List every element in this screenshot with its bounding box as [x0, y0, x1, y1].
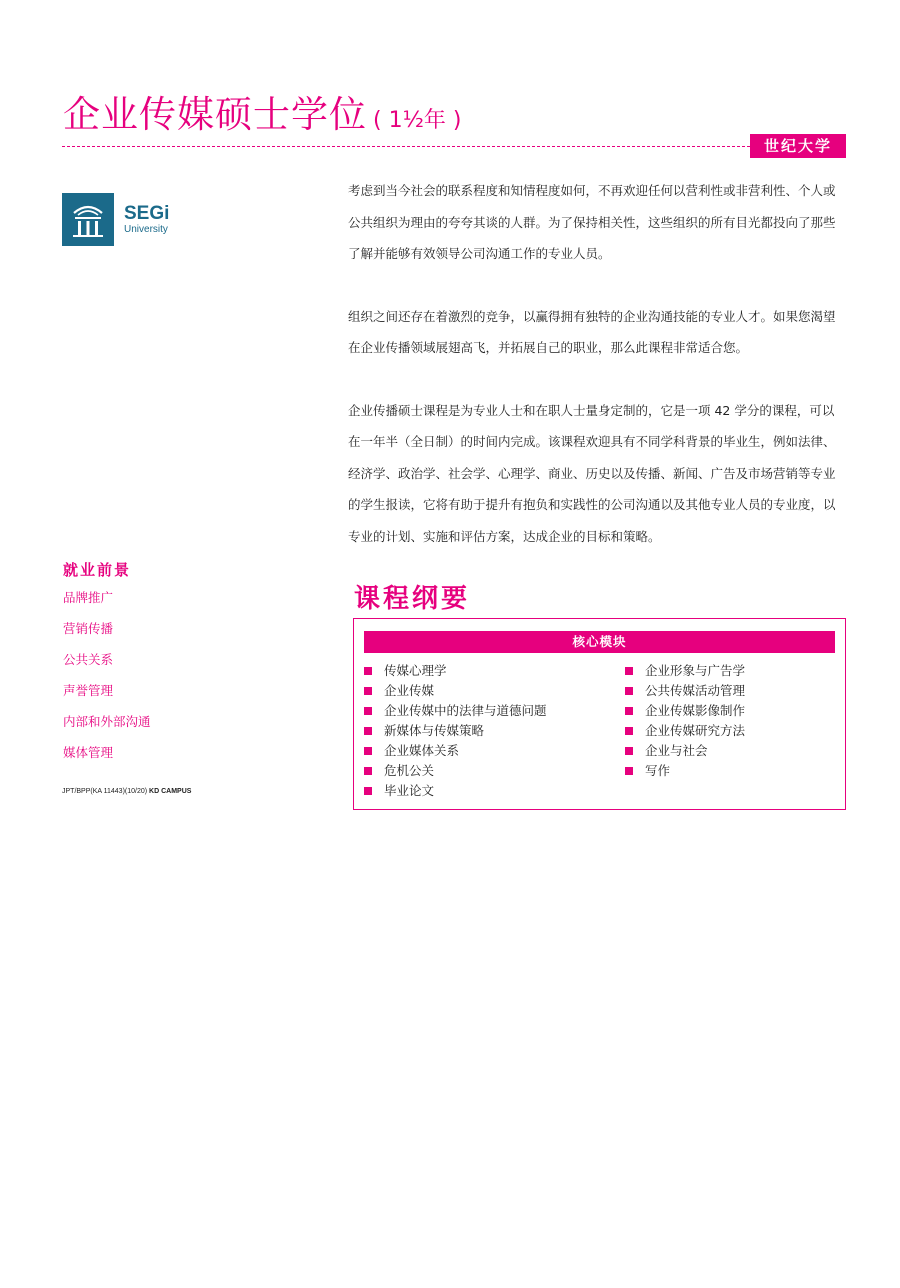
modules-right-column: [625, 661, 745, 781]
module-item: 危机公关: [364, 761, 547, 781]
square-bullet-icon: [364, 707, 372, 715]
header-divider: [62, 146, 750, 147]
module-item: 毕业论文: [364, 781, 547, 801]
module-item: 企业传媒影像制作: [625, 701, 745, 721]
registration-number: JPT/BPP(KA 11443)(10/20): [62, 788, 148, 795]
logo-subtitle: University: [124, 223, 168, 235]
square-bullet-icon: [625, 727, 633, 735]
course-outline-title: 课程纲要: [354, 584, 471, 614]
square-bullet-icon: [364, 767, 372, 775]
career-title: 就业前景: [63, 561, 132, 579]
intro-text: [348, 175, 842, 552]
intro-paragraph: 考虑到当今社会的联系程度和知情程度如何，不再欢迎任何以营利性或非营利性、个人或公共组织为理由的夸夸其谈的人群。为了保持相关性，这些组织的所有目光都投向了那些了解并能够有效领导公司沟通工作的专业人员。: [348, 183, 836, 261]
career-item: 内部和外部沟通: [63, 714, 151, 729]
square-bullet-icon: [364, 747, 372, 755]
intro-paragraph: 组织之间还存在着激烈的竞争，以赢得拥有独特的企业沟通技能的专业人才。如果您渴望在企业传播领域展翅高飞，并拓展自己的职业，那么此课程非常适合您。: [348, 308, 836, 355]
module-item: 企业传媒研究方法: [625, 721, 745, 741]
square-bullet-icon: [364, 787, 372, 795]
module-item: 企业传媒: [364, 681, 547, 701]
segi-logo: [62, 193, 169, 246]
module-item: 新媒体与传媒策略: [364, 721, 547, 741]
modules-left-column: [364, 661, 547, 801]
square-bullet-icon: [625, 667, 633, 675]
program-title: 企业传媒硕士学位: [63, 93, 367, 136]
intro-paragraph: 企业传播硕士课程是为专业人士和在职人士量身定制的，它是一项 42 学分的课程，可以在一年半（全日制）的时间内完成。该课程欢迎具有不同学科背景的毕业生，例如法律、经济学、政治学、社会学、心理学、商业、历史以及传播、新闻、广告及市场营销等专业的学生报读，它将有助于提升有抱负和实践性的公司沟通以及其他专业人员的专业度，以专业的计划、实施和评估方案，达成企业的目标和策略。: [348, 402, 836, 544]
square-bullet-icon: [625, 707, 633, 715]
university-badge: 世纪大学: [750, 134, 846, 158]
career-item: 媒体管理: [63, 745, 114, 760]
module-item: 企业形象与广告学: [625, 661, 745, 681]
career-item: 营销传播: [63, 621, 114, 636]
module-item: 企业传媒中的法律与道德问题: [364, 701, 547, 721]
registration-code: [62, 788, 191, 795]
university-crest-icon: [62, 193, 114, 246]
module-item: 公共传媒活动管理: [625, 681, 745, 701]
square-bullet-icon: [364, 667, 372, 675]
page-title: [63, 84, 461, 138]
career-item: 品牌推广: [63, 590, 114, 605]
career-list: [63, 582, 151, 768]
square-bullet-icon: [364, 727, 372, 735]
core-modules-header: 核心模块: [364, 631, 835, 653]
module-item: 企业与社会: [625, 741, 745, 761]
square-bullet-icon: [625, 767, 633, 775]
module-item: 写作: [625, 761, 745, 781]
campus-label: KD CAMPUS: [149, 788, 192, 795]
career-item: 声誉管理: [63, 683, 114, 698]
square-bullet-icon: [364, 687, 372, 695]
square-bullet-icon: [625, 747, 633, 755]
logo-name: SEGi: [124, 202, 170, 224]
module-item: 企业媒体关系: [364, 741, 547, 761]
core-modules-box: [353, 618, 846, 810]
program-duration: ( 1½年 ): [373, 108, 462, 133]
career-prospects: [63, 560, 151, 768]
square-bullet-icon: [625, 687, 633, 695]
career-item: 公共关系: [63, 652, 114, 667]
module-item: 传媒心理学: [364, 661, 547, 681]
